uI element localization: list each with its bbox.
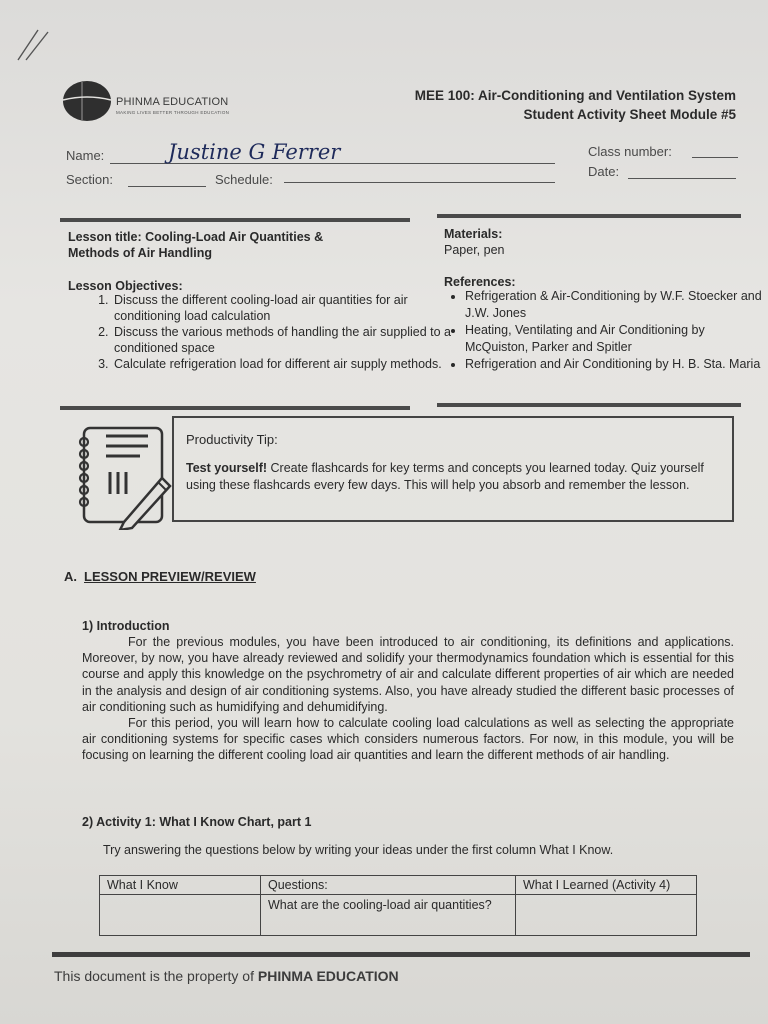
lesson-title-line-2: Methods of Air Handling: [68, 246, 212, 260]
intro-paragraph-1: For the previous modules, you have been introduced to air conditioning, its definitions and applications. Moreover, by now, you have already reviewed and solidify your thermodynamics foundation which is essential for this course and apply this knowledge on the psychrometry of air and calculate different properties of air which are needed in the analysis and design of air conditioning systems. Also, you have already studied the different basic processes of air conditioning such as humidifying and dehumidifying.: [82, 635, 734, 714]
footer-divider: [52, 952, 750, 957]
activity-heading: 2) Activity 1: What I Know Chart, part 1: [82, 815, 312, 829]
logo-tagline: MAKING LIVES BETTER THROUGH EDUCATION: [116, 110, 230, 115]
objectives-list: [68, 292, 457, 372]
what-i-learned-cell[interactable]: [516, 895, 697, 936]
pen-scribble-mark: [14, 24, 54, 64]
objective-item: 1. Discuss the different cooling-load air quantities for air conditioning load calculation: [112, 292, 457, 324]
left-divider-bottom: [60, 406, 410, 410]
table-header-row: [100, 876, 697, 895]
logo-name: PHINMA EDUCATION: [116, 96, 229, 108]
objective-item: 3. Calculate refrigeration load for different air supply methods.: [112, 356, 457, 372]
what-i-know-cell[interactable]: [100, 895, 261, 936]
activity-instruction: Try answering the questions below by writing your ideas under the first column What I Know.: [103, 843, 614, 857]
section-label: Section:: [66, 172, 113, 187]
left-divider: [60, 218, 410, 222]
column-header: Questions:: [261, 876, 516, 895]
class-number-field-line[interactable]: [692, 157, 738, 158]
footer-prefix: This document is the property of: [54, 968, 258, 984]
name-label: Name:: [66, 148, 105, 163]
introduction-body: [82, 634, 734, 764]
schedule-label: Schedule:: [215, 172, 273, 187]
phinma-logo-icon: [62, 80, 112, 122]
tip-label: Productivity Tip:: [186, 432, 278, 447]
date-field-line[interactable]: [628, 178, 736, 179]
tip-body: [186, 460, 722, 494]
tip-bold: Test yourself!: [186, 461, 268, 475]
references-heading: References:: [444, 275, 516, 289]
section-a-letter: A.: [64, 569, 77, 584]
name-field-value: Justine G Ferrer: [168, 140, 341, 164]
column-header: What I Know: [100, 876, 261, 895]
right-divider: [437, 214, 741, 218]
footer-brand: PHINMA EDUCATION: [257, 968, 399, 984]
references-list: [444, 288, 765, 373]
schedule-field-line[interactable]: [284, 182, 555, 183]
module-title: Student Activity Sheet Module #5: [523, 107, 736, 122]
right-divider-bottom: [437, 403, 741, 407]
course-heading: [415, 86, 736, 124]
column-header: What I Learned (Activity 4): [516, 876, 697, 895]
question-cell: What are the cooling-load air quantities?: [261, 895, 516, 936]
materials-text: Paper, pen: [444, 243, 505, 257]
introduction-heading: 1) Introduction: [82, 619, 170, 633]
flashcard-notebook-icon: [76, 422, 172, 530]
objectives-heading: Lesson Objectives:: [68, 279, 183, 293]
reference-item: • Refrigeration & Air-Conditioning by W.F. Stoecker and J.W. Jones: [465, 288, 765, 322]
section-field-line[interactable]: [128, 186, 206, 187]
section-a-title: LESSON PREVIEW/REVIEW: [84, 569, 256, 584]
course-title: MEE 100: Air-Conditioning and Ventilation System: [414, 88, 736, 103]
materials-heading: Materials:: [444, 227, 503, 241]
reference-item: • Refrigeration and Air Conditioning by H. B. Sta. Maria: [465, 356, 765, 373]
lesson-title: [68, 229, 398, 261]
class-number-label: Class number:: [588, 144, 672, 159]
tip-text: Create flashcards for key terms and concepts you learned today. Quiz yourself using these flashcards every few days. This will help you absorb and remember the lesson.: [186, 461, 704, 492]
section-a-heading: [64, 569, 256, 584]
footer-text: [54, 968, 399, 984]
reference-item: • Heating, Ventilating and Air Conditioning by McQuiston, Parker and Spitler: [465, 322, 765, 356]
lesson-title-line-1: Lesson title: Cooling-Load Air Quantities &: [68, 230, 324, 244]
productivity-tip-box: [172, 416, 734, 522]
objective-item: 2. Discuss the various methods of handling the air supplied to a conditioned space: [112, 324, 457, 356]
table-row: [100, 895, 697, 936]
intro-paragraph-2: For this period, you will learn how to calculate cooling load calculations as well as selecting the appropriate air conditioning systems for specific cases which considers numerous factors. For now, in this module, you will be focusing on learning the different cooling load air quantities and learn the different methods of air handling.: [82, 716, 734, 763]
date-label: Date:: [588, 164, 620, 179]
what-i-know-table: [99, 875, 697, 936]
